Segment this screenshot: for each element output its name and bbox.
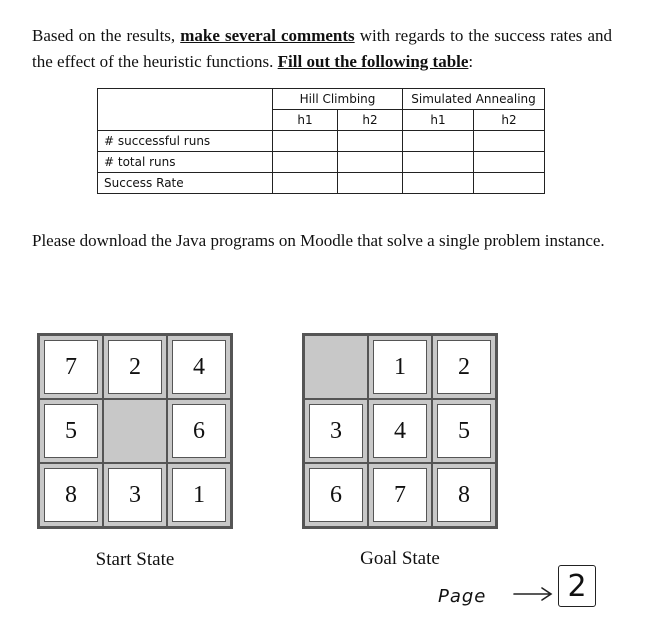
table-row bbox=[98, 152, 545, 173]
puzzle-tile: 4 bbox=[172, 340, 226, 394]
puzzle-tile: 7 bbox=[44, 340, 98, 394]
puzzle-tile: 5 bbox=[44, 404, 98, 458]
table-cell bbox=[338, 152, 403, 173]
download-paragraph: Please download the Java programs on Moodle that solve a single problem instance. bbox=[32, 231, 605, 250]
instruction-emphasis-table: Fill out the following table bbox=[277, 52, 469, 71]
puzzle-cell bbox=[304, 399, 368, 463]
start-state-caption: Start State bbox=[95, 549, 175, 570]
table-cell bbox=[273, 152, 338, 173]
puzzle-cell bbox=[167, 463, 231, 527]
puzzle-tile: 2 bbox=[108, 340, 162, 394]
table-cell bbox=[338, 173, 403, 194]
puzzle-tile: 4 bbox=[373, 404, 427, 458]
puzzle-tile: 1 bbox=[373, 340, 427, 394]
table-cell bbox=[273, 173, 338, 194]
subheader-sa-h2: h2 bbox=[474, 110, 545, 131]
instruction-paragraph bbox=[32, 23, 612, 75]
arrow-right-icon bbox=[512, 586, 556, 602]
puzzle-tile: 1 bbox=[172, 468, 226, 522]
puzzle-cell bbox=[432, 463, 496, 527]
puzzle-cell bbox=[39, 335, 103, 399]
table-header-row bbox=[98, 89, 545, 110]
table-cell bbox=[474, 173, 545, 194]
table-cell bbox=[403, 131, 474, 152]
table-cell bbox=[474, 131, 545, 152]
results-table bbox=[97, 88, 545, 194]
row-label-total-runs: # total runs bbox=[98, 152, 273, 173]
table-cell bbox=[273, 131, 338, 152]
puzzle-cell bbox=[368, 463, 432, 527]
puzzle-cell bbox=[103, 335, 167, 399]
puzzle-tile: 8 bbox=[44, 468, 98, 522]
puzzle-cell bbox=[167, 399, 231, 463]
header-hill-climbing: Hill Climbing bbox=[273, 89, 403, 110]
subheader-hc-h2: h2 bbox=[338, 110, 403, 131]
puzzle-tile: 3 bbox=[108, 468, 162, 522]
puzzle-tile: 7 bbox=[373, 468, 427, 522]
puzzle-cell bbox=[39, 399, 103, 463]
table-cell bbox=[403, 173, 474, 194]
puzzle-cell bbox=[167, 335, 231, 399]
instruction-text-1: Based on the results, bbox=[32, 26, 181, 45]
puzzle-blank-cell bbox=[304, 335, 368, 399]
instruction-emphasis-comments: make several comments bbox=[180, 26, 355, 45]
puzzle-cell bbox=[432, 335, 496, 399]
puzzle-cell bbox=[432, 399, 496, 463]
puzzle-tile: 2 bbox=[437, 340, 491, 394]
page-number-box: 2 bbox=[558, 565, 596, 607]
table-row bbox=[98, 131, 545, 152]
page-note-text: Page bbox=[438, 586, 487, 607]
puzzle-tile: 8 bbox=[437, 468, 491, 522]
puzzle-tile: 5 bbox=[437, 404, 491, 458]
instruction-text-3: : bbox=[468, 52, 474, 71]
row-label-successful-runs: # successful runs bbox=[98, 131, 273, 152]
puzzle-cell bbox=[304, 463, 368, 527]
puzzle-tile: 6 bbox=[172, 404, 226, 458]
table-cell bbox=[338, 131, 403, 152]
table-cell bbox=[474, 152, 545, 173]
puzzle-tile: 3 bbox=[309, 404, 363, 458]
table-row bbox=[98, 173, 545, 194]
goal-state-puzzle bbox=[302, 333, 498, 529]
header-simulated-annealing: Simulated Annealing bbox=[403, 89, 545, 110]
puzzle-blank-cell bbox=[103, 399, 167, 463]
start-state-puzzle bbox=[37, 333, 233, 529]
puzzle-cell bbox=[368, 335, 432, 399]
table-cell bbox=[403, 152, 474, 173]
puzzle-cell bbox=[368, 399, 432, 463]
puzzle-cell bbox=[103, 463, 167, 527]
subheader-sa-h1: h1 bbox=[403, 110, 474, 131]
subheader-hc-h1: h1 bbox=[273, 110, 338, 131]
goal-state-caption: Goal State bbox=[360, 548, 440, 569]
row-label-success-rate: Success Rate bbox=[98, 173, 273, 194]
puzzle-tile: 6 bbox=[309, 468, 363, 522]
table-corner-cell bbox=[98, 89, 273, 131]
puzzle-cell bbox=[39, 463, 103, 527]
instruction-text-2: with regards to the success rates and the effect of the heuristic functions. bbox=[32, 26, 612, 71]
